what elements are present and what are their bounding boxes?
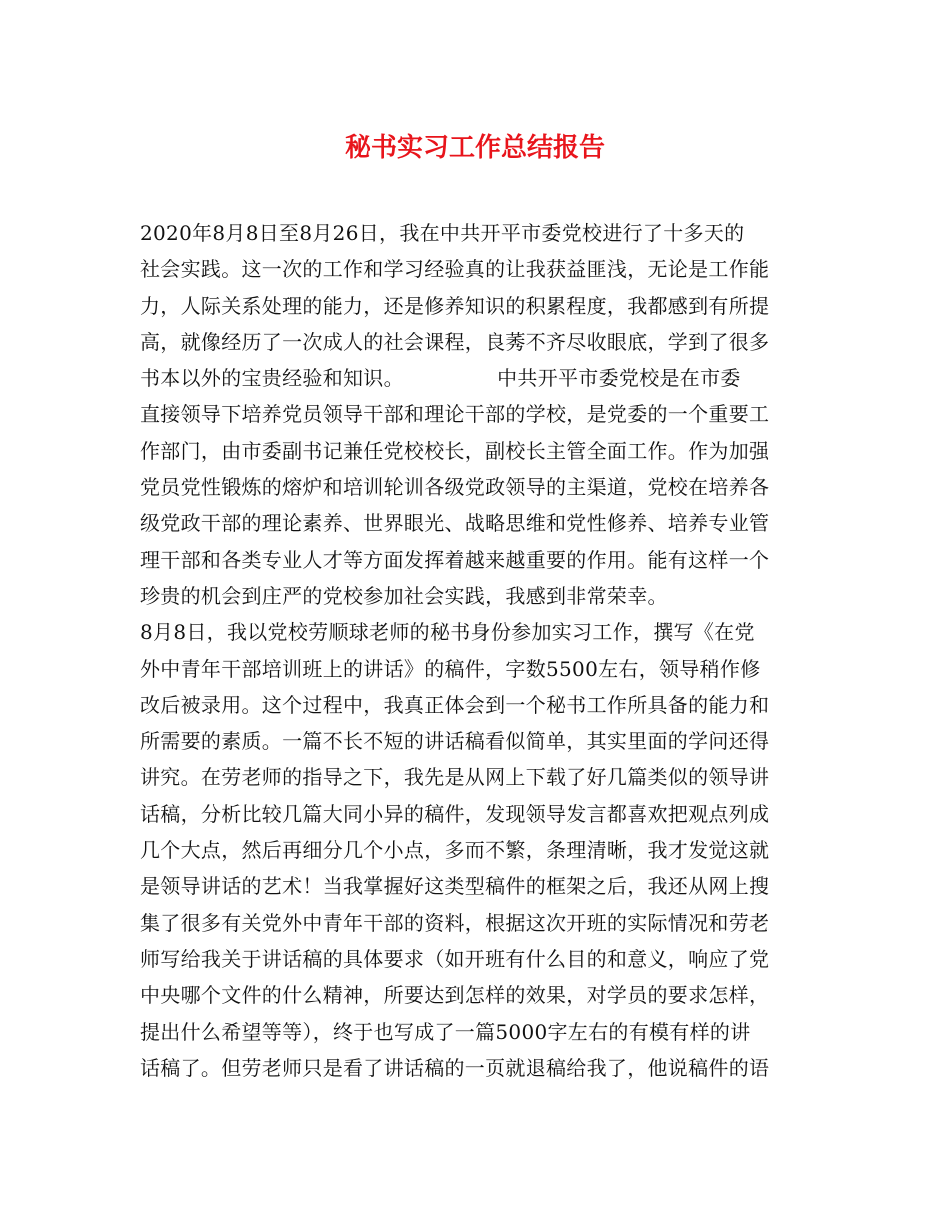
body-line: 力，人际关系处理的能力，还是修养知识的积累程度，我都感到有所提 [140, 293, 770, 318]
body-line: 所需要的素质。一篇不长不短的讲话稿看似简单，其实里面的学问还得 [140, 729, 770, 754]
body-line: 高，就像经历了一次成人的社会课程，良莠不齐尽收眼底，学到了很多 [140, 329, 770, 354]
body-line: 师写给我关于讲话稿的具体要求（如开班有什么目的和意义，响应了党 [140, 946, 770, 971]
body-line: 话稿，分析比较几篇大同小异的稿件，发现领导发言都喜欢把观点列成 [140, 801, 770, 826]
body-line: 直接领导下培养党员领导干部和理论干部的学校，是党委的一个重要工 [140, 402, 770, 427]
body-line: 是领导讲话的艺术！当我掌握好这类型稿件的框架之后，我还从网上搜 [140, 874, 770, 899]
document-title: 秘书实习工作总结报告 [344, 133, 605, 163]
body-line: 中央哪个文件的什么精神，所要达到怎样的效果，对学员的要求怎样， [140, 983, 770, 1008]
body-line: 外中青年干部培训班上的讲话》的稿件，字数5500左右，领导稍作修 [140, 656, 761, 681]
body-line: 集了很多有关党外中青年干部的资料，根据这次开班的实际情况和劳老 [140, 910, 770, 935]
body-line: 8月8日，我以党校劳顺球老师的秘书身份参加实习工作，撰写《在党 [140, 620, 755, 645]
body-line: 2020年8月8日至8月26日，我在中共开平市委党校进行了十多天的 [140, 221, 745, 245]
body-line: 理干部和各类专业人才等方面发挥着越来越重要的作用。能有这样一个 [140, 547, 770, 572]
body-line: 提出什么希望等等），终于也写成了一篇5000字左右的有模有样的讲 [140, 1019, 751, 1044]
body-line: 话稿了。但劳老师只是看了讲话稿的一页就退稿给我了，他说稿件的语 [140, 1055, 770, 1080]
body-line: 社会实践。这一次的工作和学习经验真的让我获益匪浅，无论是工作能 [140, 257, 770, 282]
body-line: 改后被录用。这个过程中，我真正体会到一个秘书工作所具备的能力和 [140, 692, 770, 717]
body-line: 作部门，由市委副书记兼任党校校长，副校长主管全面工作。作为加强 [140, 438, 770, 463]
body-line: 几个大点，然后再细分几个小点，多而不繁，条理清晰，我才发觉这就 [140, 838, 770, 863]
body-line: 级党政干部的理论素养、世界眼光、战略思维和党性修养、培养专业管 [140, 511, 770, 536]
body-line: 珍贵的机会到庄严的党校参加社会实践，我感到非常荣幸。 [140, 583, 668, 608]
document-body [140, 215, 815, 1086]
body-line: 讲究。在劳老师的指导之下，我先是从网上下载了好几篇类似的领导讲 [140, 765, 770, 790]
body-line: 书本以外的宝贵经验和知识。 中共开平市委党校是在市委 [140, 366, 741, 391]
body-line: 党员党性锻炼的熔炉和培训轮训各级党政领导的主渠道，党校在培养各 [140, 475, 770, 500]
